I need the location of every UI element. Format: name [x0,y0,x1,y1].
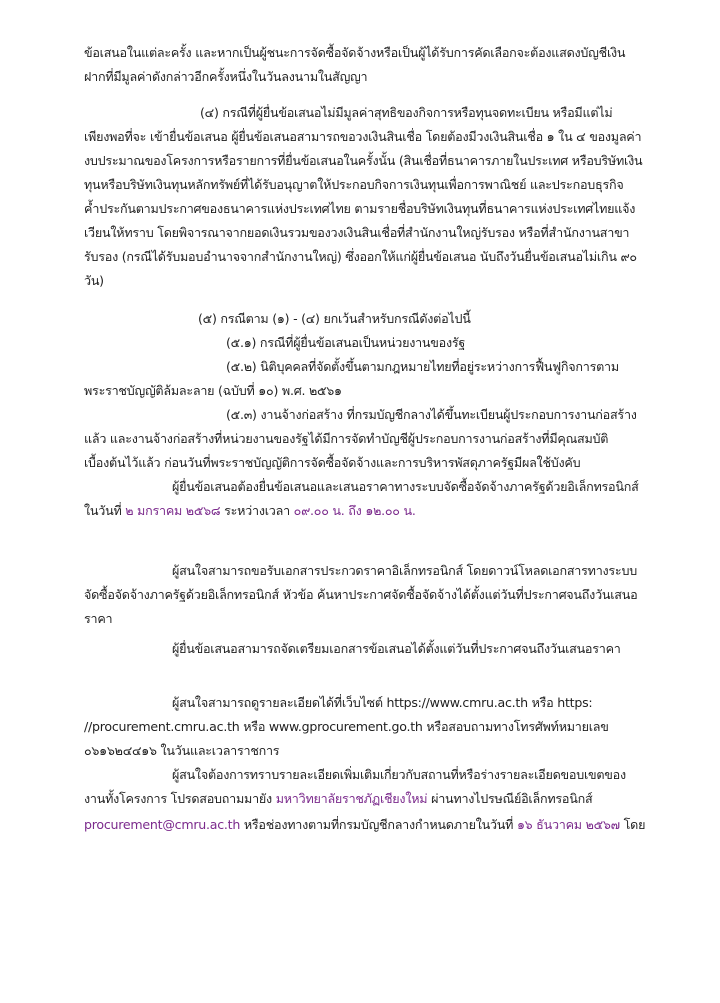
deadline-date: ๑๖ ธันวาคม ๒๕๖๗ [516,817,620,832]
paragraph-line: รับรอง (กรณีได้รับมอบอำนาจจากสำนักงานใหญ่) ซึ่งออกให้แก่ผู้ยื่นข้อเสนอ นับถึงวันยื่นข้อเสนอไม่เกิน ๙๐ [84,249,637,264]
paragraph-line: พระราชบัญญัติล้มละลาย (ฉบับที่ ๑๐) พ.ศ. ๒๕๖๑ [84,383,342,398]
paragraph-line: เบื้องต้นไว้แล้ว ก่อนวันที่พระราชบัญญัติการจัดซื้อจัดจ้างและการบริหารพัสดุภาครัฐมีผลใช้บังคับ [84,455,581,470]
paragraph-line: ข้อเสนอในแต่ละครั้ง และหากเป็นผู้ชนะการจัดซื้อจัดจ้างหรือเป็นผู้ได้รับการคัดเลือกจะต้องแสดงบัญชีเงิน [84,45,626,60]
text-segment: โดย [619,817,646,832]
paragraph-line [84,502,416,520]
paragraph-line: (๕.๒) นิติบุคคลที่จัดตั้งขึ้นตามกฎหมายไทยที่อยู่ระหว่างการฟื้นฟูกิจการตาม [226,359,619,374]
paragraph-line: //procurement.cmru.ac.th หรือ www.gprocurement.go.th หรือสอบถามทางโทรศัพท์หมายเลข [84,719,609,734]
paragraph-line: (๕) กรณีตาม (๑) - (๔) ยกเว้นสำหรับกรณีดังต่อไปนี้ [198,311,471,326]
contact-email: procurement@cmru.ac.th [84,817,241,832]
paragraph-line: ผู้ยื่นข้อเสนอสามารถจัดเตรียมเอกสารข้อเสนอได้ตั้งแต่วันที่ประกาศจนถึงวันเสนอราคา [172,641,621,656]
paragraph-line: วัน) [84,273,104,288]
paragraph-line: งบประมาณของโครงการหรือรายการที่ยื่นข้อเสนอในครั้งนั้น (สินเชื่อที่ธนาคารภายในประเทศ หรือบริษัทเงิน [84,153,643,168]
paragraph-line: ผู้ยื่นข้อเสนอต้องยื่นข้อเสนอและเสนอราคาทางระบบจัดซื้อจัดจ้างภาครัฐด้วยอิเล็กทรอนิกส์ [172,479,639,494]
paragraph-line: ฝากที่มีมูลค่าดังกล่าวอีกครั้งหนึ่งในวันลงนามในสัญญา [84,69,368,84]
paragraph-line: ผู้สนใจต้องการทราบรายละเอียดเพิ่มเติมเกี่ยวกับสถานที่หรือร่างรายละเอียดขอบเขตของ [172,767,626,782]
paragraph-line: เพียงพอที่จะ เข้ายื่นข้อเสนอ ผู้ยื่นข้อเสนอสามารถขอวงเงินสินเชื่อ โดยต้องมีวงเงินสินเชื่อ ๑ ใน ๔ ของมูลค่า [84,129,642,144]
submission-date: ๒ มกราคม ๒๕๖๘ [125,503,221,518]
text-segment: ระหว่างเวลา [220,503,294,518]
paragraph-line: ราคา [84,611,113,626]
paragraph-line: จัดซื้อจัดจ้างภาครัฐด้วยอิเล็กทรอนิกส์ หัวข้อ ค้นหาประกาศจัดซื้อจัดจ้างได้ตั้งแต่วันที่ประกาศจนถึงวันเสนอ [84,587,638,602]
text-segment: ในวันที่ [84,503,126,518]
paragraph-line: เวียนให้ทราบ โดยพิจารณาจากยอดเงินรวมของวงเงินสินเชื่อที่สำนักงานใหญ่รับรอง หรือที่สำนักงานสาขา [84,225,630,240]
paragraph-line: ผู้สนใจสามารถดูรายละเอียดได้ที่เว็บไซต์ https://www.cmru.ac.th หรือ https: [172,695,593,710]
paragraph-line: (๕.๑) กรณีที่ผู้ยื่นข้อเสนอเป็นหน่วยงานของรัฐ [226,335,466,350]
paragraph-line [84,790,592,808]
paragraph-line: (๕.๓) งานจ้างก่อสร้าง ที่กรมบัญชีกลางได้ขึ้นทะเบียนผู้ประกอบการงานก่อสร้าง [226,407,637,422]
text-segment: หรือช่องทางตามที่กรมบัญชีกลางกำหนดภายในวันที่ [240,817,517,832]
text-segment: งานทั้งโครงการ โปรดสอบถามมายัง [84,791,276,806]
paragraph-line: แล้ว และงานจ้างก่อสร้างที่หน่วยงานของรัฐได้มีการจัดทำบัญชีผู้ประกอบการงานก่อสร้างที่มีคุณสมบัติ [84,431,609,446]
text-segment: ผ่านทางไปรษณีย์อิเล็กทรอนิกส์ [427,791,593,806]
paragraph-line: ค้ำประกันตามประกาศของธนาคารแห่งประเทศไทย ตามรายชื่อบริษัทเงินทุนที่ธนาคารแห่งประเทศไทยแจ้ง [84,201,636,216]
paragraph-line: ทุนหรือบริษัทเงินทุนหลักทรัพย์ที่ได้รับอนุญาตให้ประกอบกิจการเงินทุนเพื่อการพาณิชย์ และประกอบธุรกิจ [84,177,624,192]
paragraph-line: ๐๖๑๖๒๔๔๑๖ ในวันและเวลาราชการ [84,743,280,758]
paragraph-line: ผู้สนใจสามารถขอรับเอกสารประกวดราคาอิเล็กทรอนิกส์ โดยดาวน์โหลดเอกสารทางระบบ [172,563,637,578]
paragraph-line [84,816,645,834]
submission-time: ๐๙.๐๐ น. ถึง ๑๒.๐๐ น. [293,503,416,518]
paragraph-line: (๔) กรณีที่ผู้ยื่นข้อเสนอไม่มีมูลค่าสุทธิของกิจการหรือทุนจดทะเบียน หรือมีแต่ไม่ [200,105,613,120]
university-name: มหาวิทยาลัยราชภัฏเชียงใหม่ [275,791,428,806]
